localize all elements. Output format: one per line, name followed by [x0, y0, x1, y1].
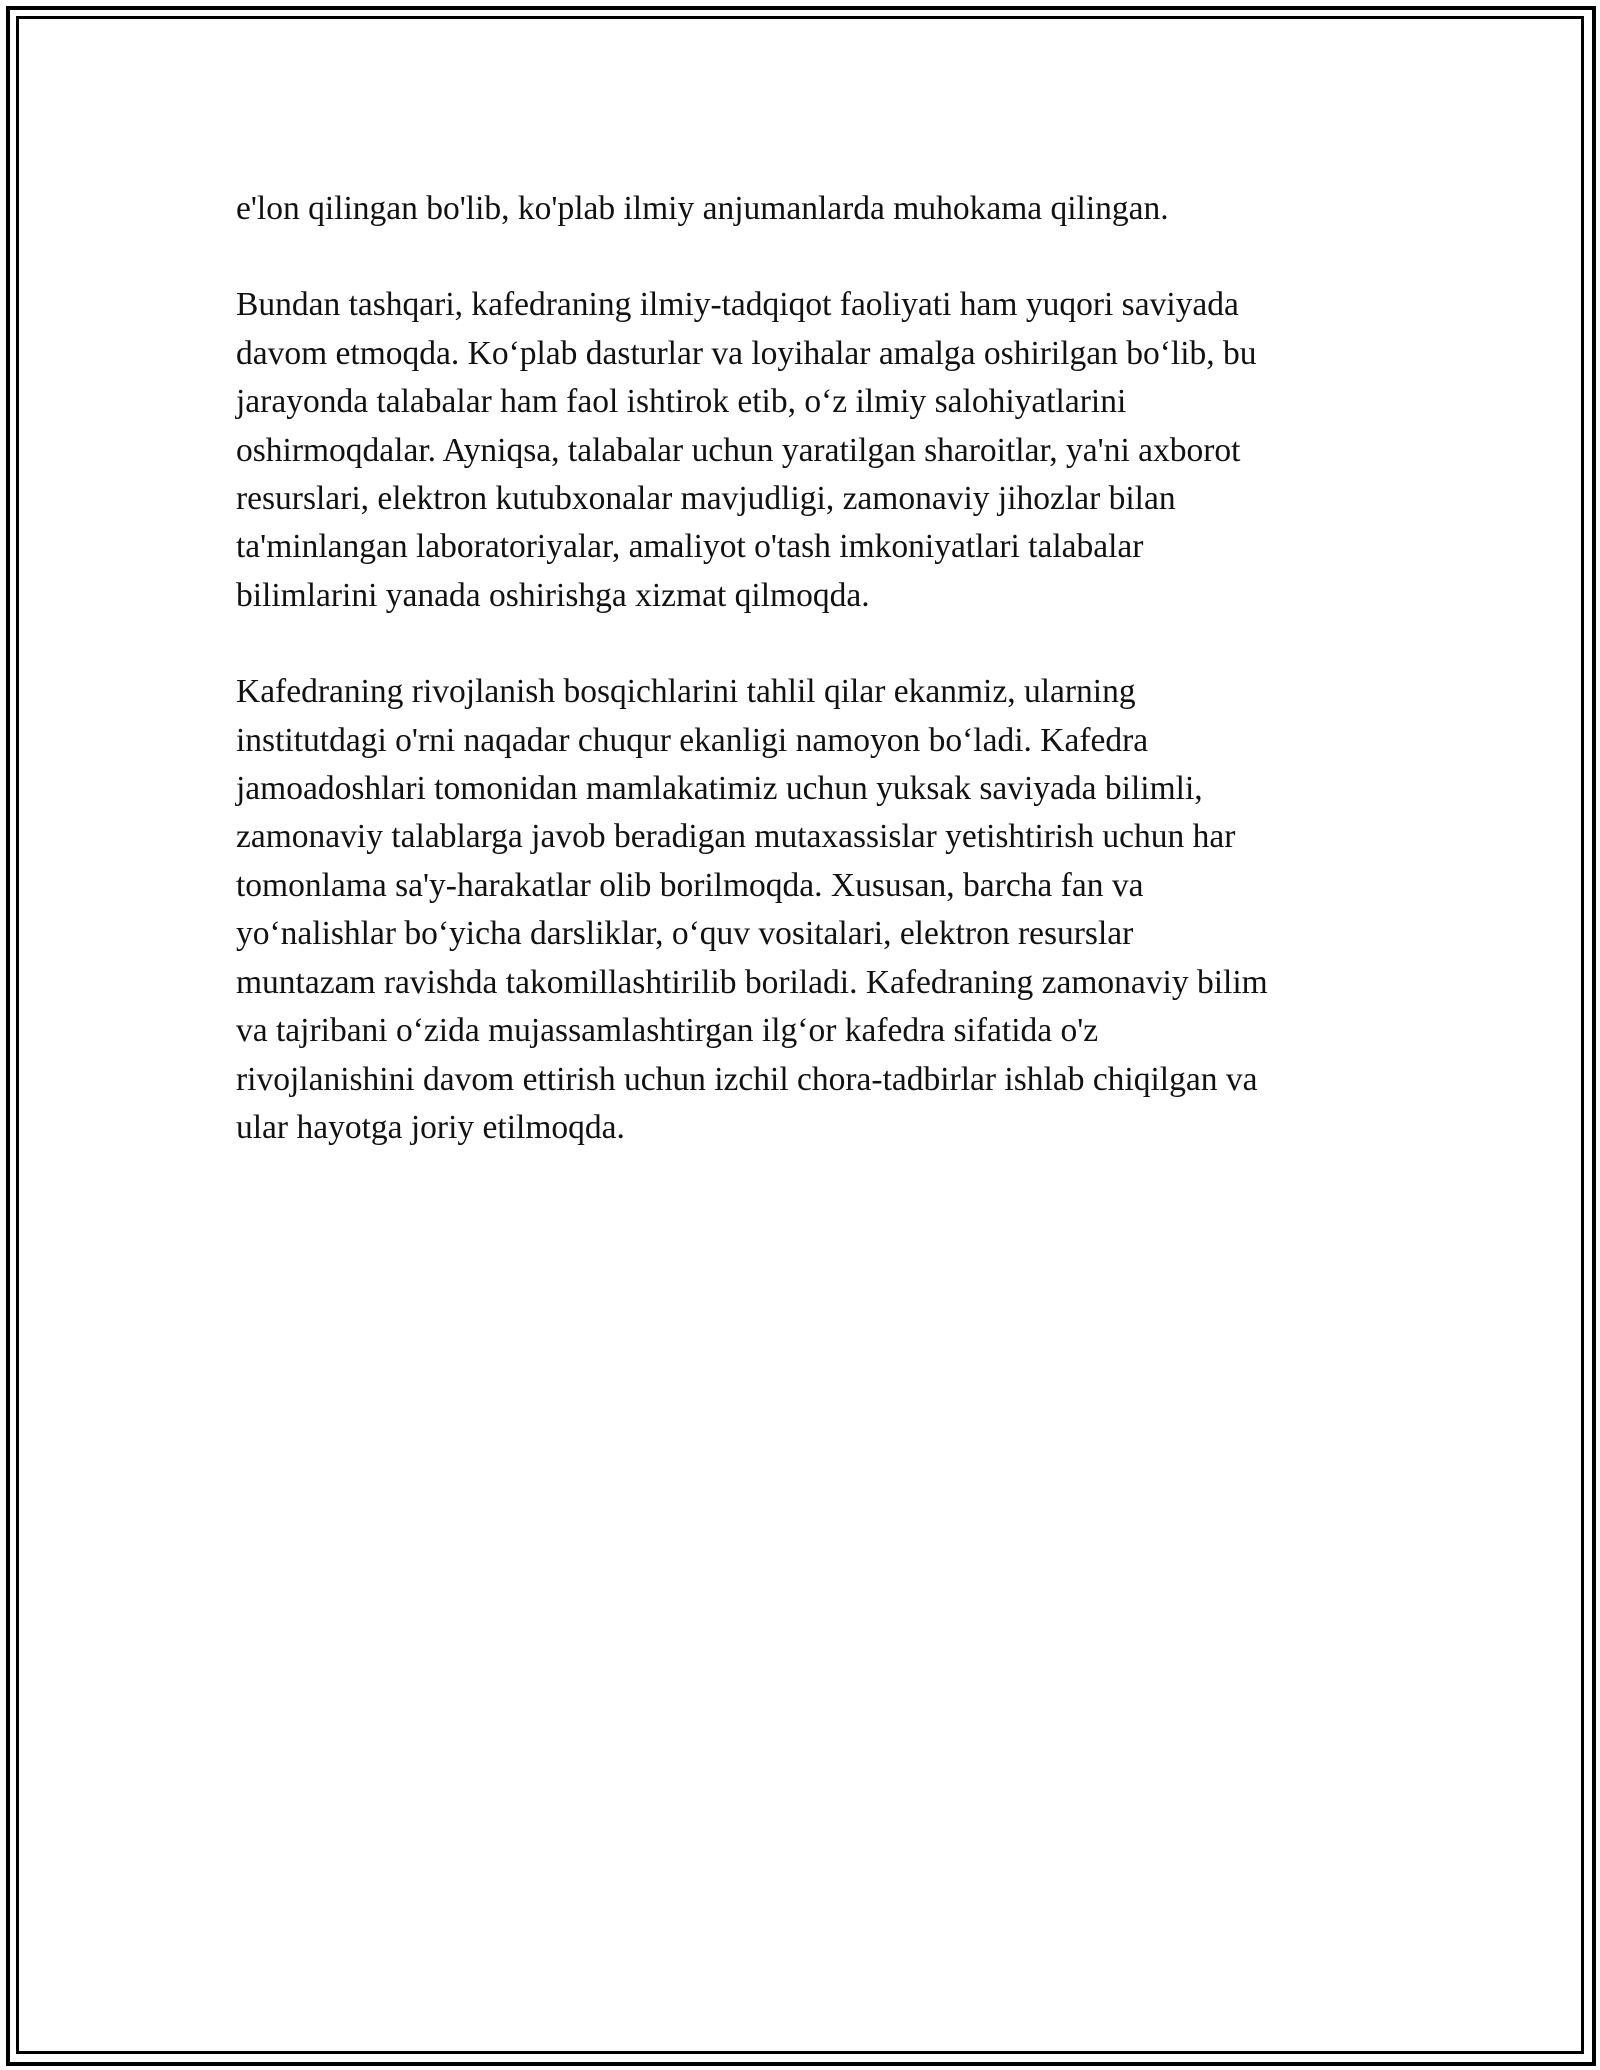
paragraph-1 — [236, 185, 1386, 233]
text-line: oshirmoqdalar. Ayniqsa, talabalar uchun yaratilgan sharoitlar, ya'ni axborot — [236, 431, 1241, 469]
text-line: muntazam ravishda takomillashtirilib boriladi. Kafedraning zamonaviy bilim — [236, 963, 1268, 1001]
text-line: bilimlarini yanada oshirishga xizmat qilmoqda. — [236, 576, 870, 614]
text-line: Kafedraning rivojlanish bosqichlarini tahlil qilar ekanmiz, ularning — [236, 673, 1136, 711]
text-line: davom etmoqda. Ko‘plab dasturlar va loyihalar amalga oshirilgan bo‘lib, bu — [236, 334, 1257, 372]
text-line: va tajribani o‘zida mujassamlashtirgan ilg‘or kafedra sifatida o'z — [236, 1012, 1099, 1050]
text-line: institutdagi o'rni naqadar chuqur ekanligi namoyon bo‘ladi. Kafedra — [236, 721, 1149, 759]
document-body — [236, 185, 1386, 1200]
text-line: ular hayotga joriy etilmoqda. — [236, 1108, 625, 1146]
text-line: rivojlanishini davom ettirish uchun izchil chora-tadbirlar ishlab chiqilgan va — [236, 1060, 1258, 1098]
text-line: zamonaviy talablarga javob beradigan mutaxassislar yetishtirish uchun har — [236, 818, 1236, 856]
text-line: ta'minlangan laboratoriyalar, amaliyot o'tash imkoniyatlari talabalar — [236, 528, 1144, 566]
text-line: Bundan tashqari, kafedraning ilmiy-tadqiqot faoliyati ham yuqori saviyada — [236, 286, 1239, 324]
text-line: resurslari, elektron kutubxonalar mavjudligi, zamonaviy jihozlar bilan — [236, 480, 1176, 518]
paragraph-3 — [236, 668, 1386, 1152]
text-line: jarayonda talabalar ham faol ishtirok etib, o‘z ilmiy salohiyatlarini — [236, 383, 1127, 421]
paragraph-2 — [236, 281, 1386, 620]
text-line: jamoadoshlari tomonidan mamlakatimiz uchun yuksak saviyada bilimli, — [236, 770, 1203, 808]
text-line: tomonlama sa'y-harakatlar olib borilmoqda. Xususan, barcha fan va — [236, 866, 1144, 904]
text-line: yo‘nalishlar bo‘yicha darsliklar, o‘quv vositalari, elektron resurslar — [236, 915, 1134, 953]
text-line: e'lon qilingan bo'lib, ko'plab ilmiy anjumanlarda muhokama qilingan. — [236, 190, 1169, 227]
